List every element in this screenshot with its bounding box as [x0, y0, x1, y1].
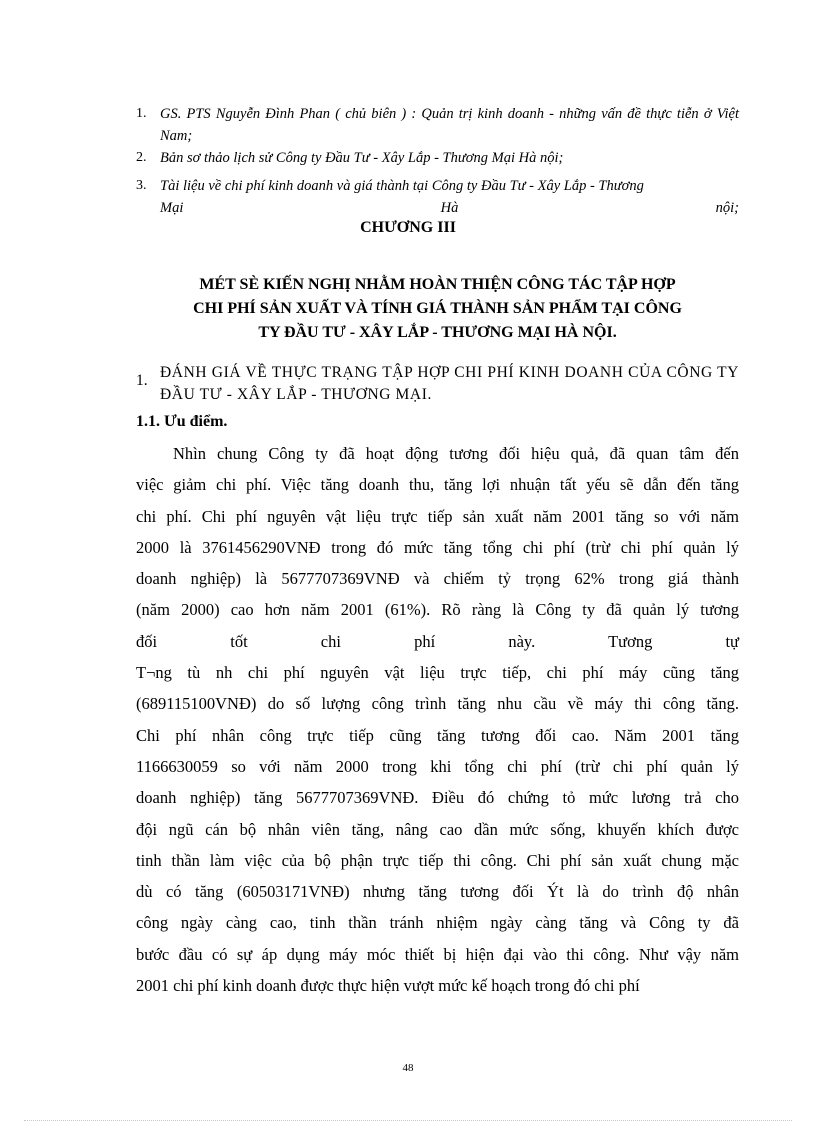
body-line: 2000 là 3761456290VNĐ trong đó mức tăng tổng chi phí (trừ chi phí quản lý — [136, 537, 739, 557]
reference-item — [136, 175, 739, 219]
reference-item — [136, 103, 739, 147]
body-line: Chi phí nhân công trực tiếp cũng tăng tương đối cao. Năm 2001 tăng — [136, 725, 739, 745]
body-line: đối tốt chi phí này. Tương tự — [136, 631, 739, 651]
reference-number: 1. — [136, 106, 147, 121]
page-number: 48 — [402, 1062, 414, 1074]
body-line: tinh thần làm việc của bộ phận trực tiếp thi công. Chi phí sản xuất chung mặc — [136, 850, 739, 870]
subsection-heading: 1.1. Ưu điểm. — [136, 413, 228, 430]
body-line: doanh nghiệp) là 5677707369VNĐ và chiếm tỷ trọng 62% trong giá thành — [136, 569, 739, 589]
chapter-title — [136, 273, 739, 345]
body-line: 2001 chi phí kinh doanh được thực hiện vượt mức kế hoạch trong đó chi phí — [136, 976, 640, 996]
body-line: việc giảm chi phí. Việc tăng doanh thu, tăng lợi nhuận tất yếu sẽ dẫn đến tăng — [136, 475, 739, 495]
title-line: CHI PHÍ SẢN XUẤT VÀ TÍNH GIÁ THÀNH SẢN PHẨM TẠI CÔNG — [193, 300, 682, 317]
body-line: (năm 2000) cao hơn năm 2001 (61%). Rõ ràng là Công ty đã quản lý tương — [136, 600, 739, 620]
reference-text-line: Mại Hà nội; — [160, 200, 739, 216]
body-line: 1166630059 so với năm 2000 trong khi tổng chi phí (trừ chi phí quản lý — [136, 756, 739, 776]
reference-item — [136, 147, 739, 169]
reference-text: Bản sơ thảo lịch sử Công ty Đầu Tư - Xây Lắp - Thương Mại Hà nội; — [160, 150, 564, 166]
body-line: đội ngũ cán bộ nhân viên tăng, nâng cao dần mức sống, khuyến khích được — [136, 819, 739, 839]
section-number: 1. — [136, 372, 148, 389]
body-line: (689115100VNĐ) do số lượng công trình tăng nhu cầu về máy thi công tăng. — [136, 694, 739, 714]
section-heading — [136, 362, 739, 406]
body-line: doanh nghiệp) tăng 5677707369VNĐ. Điều đó chứng tỏ mức lương trả cho — [136, 788, 739, 808]
title-line: TY ĐẦU TƯ - XÂY LẮP - THƯƠNG MẠI HÀ NỘI. — [258, 324, 617, 341]
body-paragraph — [136, 438, 739, 1001]
body-line: chi phí. Chi phí nguyên vật liệu trực tiếp sản xuất năm 2001 tăng so với năm — [136, 506, 739, 526]
reference-text: GS. PTS Nguyễn Đình Phan ( chủ biên ) : Quản trị kinh doanh - những vấn đề thực tiễn ở Việt Nam; — [160, 106, 739, 144]
body-line: công ngày càng cao, tinh thần tránh nhiệm ngày càng tăng và Công ty đã — [136, 913, 739, 933]
title-line: MÉT SÈ KIẾN NGHỊ NHẰM HOÀN THIỆN CÔNG TÁC TẬP HỢP — [199, 276, 676, 293]
page-divider — [24, 1120, 792, 1121]
body-line: Nhìn chung Công ty đã hoạt động tương đối hiệu quả, đã quan tâm đến — [173, 444, 739, 463]
reference-number: 3. — [136, 178, 147, 193]
reference-number: 2. — [136, 150, 147, 165]
section-text: ĐÁNH GIÁ VỀ THỰC TRẠNG TẬP HỢP CHI PHÍ KINH DOANH CỦA CÔNG TY ĐẦU TƯ - XÂY LẮP - THƯƠNG MẠI. — [160, 364, 739, 403]
body-line: bước đầu có sự áp dụng máy móc thiết bị hiện đại vào thi công. Như vậy năm — [136, 944, 739, 964]
reference-text-line: Tài liệu về chi phí kinh doanh và giá thành tại Công ty Đầu Tư - Xây Lắp - Thương — [160, 178, 644, 194]
body-line: dù có tăng (60503171VNĐ) nhưng tăng tương đối Ýt là do trình độ nhân — [136, 882, 739, 902]
body-line: T¬ng tù nh chi phí nguyên vật liệu trực tiếp, chi phí máy cũng tăng — [136, 663, 739, 683]
reference-text — [160, 175, 739, 219]
chapter-heading: CHƯƠNG III — [360, 219, 456, 236]
